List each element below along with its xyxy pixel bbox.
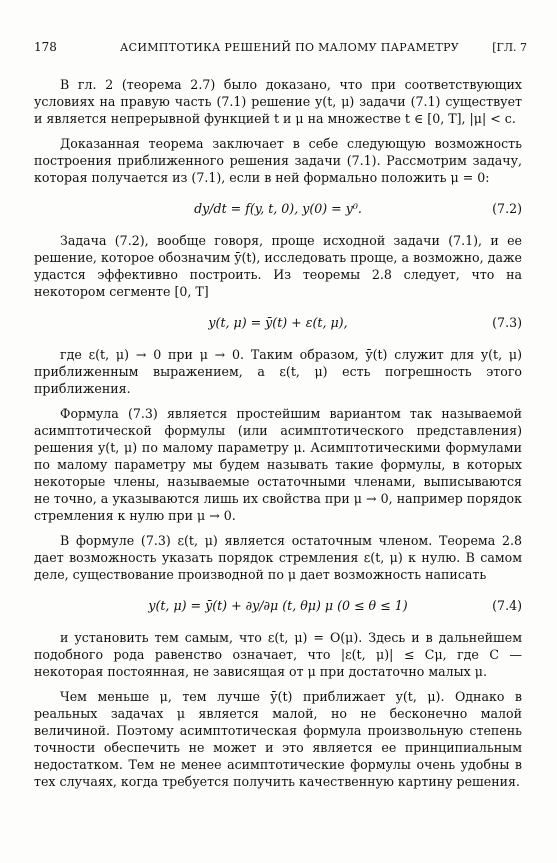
equation [34, 194, 522, 226]
equation-number: (7.3) [492, 315, 522, 330]
page-header [34, 40, 527, 60]
equation-formula: y(t, μ) = ȳ(t) + ∂y/∂μ (t, θμ) μ (0 ≤ θ ≤ 1) [148, 598, 408, 613]
paragraph: Чем меньше μ, тем лучше ȳ(t) приближает y(t, μ). Однако в реальных задачах μ является малой, но не бесконечно малой величиной. Поэтому асимптотическая формула произвольную степень точности обеспечить не может и это является ее принципиальным недостатком. Тем не менее асимптотические формулы очень удобны в тех случаях, когда требуется получить качественную картину решения. [34, 689, 522, 789]
page-number: 178 [34, 40, 57, 54]
equation-number: (7.4) [492, 598, 522, 613]
paragraph: В гл. 2 (теорема 2.7) было доказано, что при соответствующих условиях на правую часть (7.1) решение y(t, μ) задачи (7.1) существует и является непрерывной функцией t и μ на множестве t ∈ [0, T], |μ| < c. [34, 77, 522, 126]
paragraph: Доказанная теорема заключает в себе следующую возможность построения приближенного решения задачи (7.1). Рассмотрим задачу, которая получается из (7.1), если в ней формально положить μ = 0: [34, 136, 522, 185]
equation-formula: dy/dt = f(y, t, 0), y(0) = y⁰. [194, 201, 362, 216]
paragraph: где ε(t, μ) → 0 при μ → 0. Таким образом, ȳ(t) служит для y(t, μ) приближенным выражением, а ε(t, μ) есть погрешность этого приближения. [34, 347, 522, 396]
equation [34, 591, 522, 623]
running-title: АСИМПТОТИКА РЕШЕНИЙ ПО МАЛОМУ ПАРАМЕТРУ [120, 41, 460, 54]
equation-number: (7.2) [492, 201, 522, 216]
equation-formula: y(t, μ) = ȳ(t) + ε(t, μ), [208, 315, 348, 330]
equation [34, 308, 522, 340]
paragraph: В формуле (7.3) ε(t, μ) является остаточным членом. Теорема 2.8 дает возможность указать порядок стремления ε(t, μ) к нулю. В самом деле, существование производной по μ дает возможность написать [34, 533, 522, 582]
page-body [34, 76, 522, 798]
paragraph: и установить тем самым, что ε(t, μ) = O(μ). Здесь и в дальнейшем подобного рода равенство означает, что |ε(t, μ)| ≤ Cμ, где C — некоторая постоянная, не зависящая от μ при достаточно малых μ. [34, 630, 522, 679]
chapter-label: [ГЛ. 7 [492, 41, 527, 54]
paragraph: Задача (7.2), вообще говоря, проще исходной задачи (7.1), и ее решение, которое обозначим ȳ(t), исследовать проще, а возможно, даже удастся эффективно построить. Из теоремы 2.8 следует, что на некотором сегменте [0, T] [34, 233, 522, 299]
paragraph: Формула (7.3) является простейшим вариантом так называемой асимптотической формулы (или асимптотического представления) решения y(t, μ) по малому параметру μ. Асимптотическими формулами по малому параметру мы будем называть такие формулы, в которых некоторые члены, называемые остаточными членами, выписываются не точно, а указываются лишь их свойства при μ → 0, например порядок стремления к нулю при μ → 0. [34, 406, 522, 523]
